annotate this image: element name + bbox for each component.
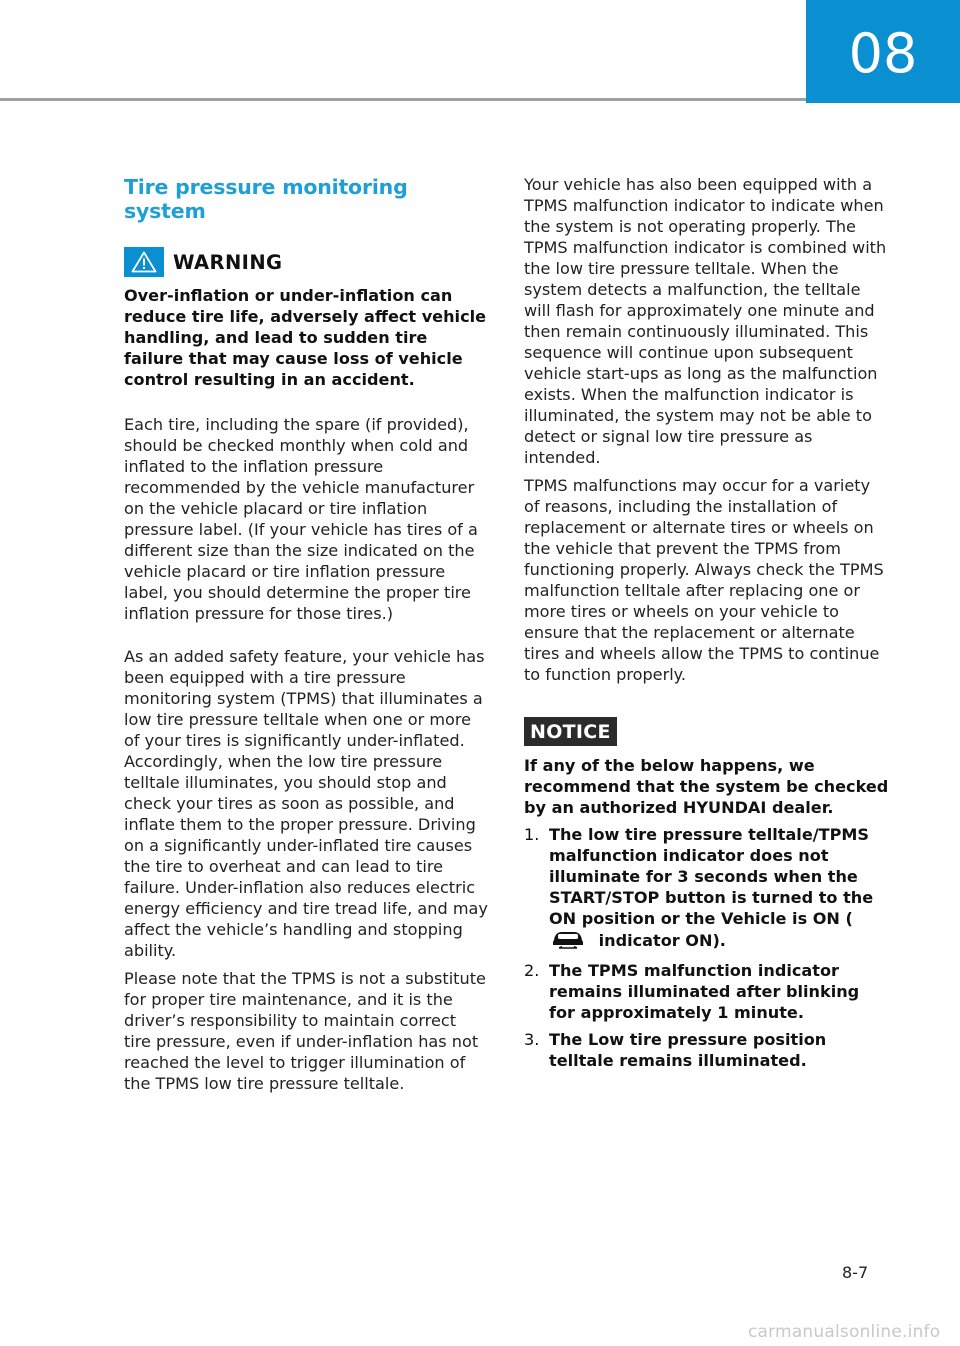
list-item <box>524 824 890 954</box>
notice-intro: If any of the below happens, we recommend that the system be checked by an authorized HYUNDAI dealer. <box>524 756 889 817</box>
paragraph-tpms-feature: As an added safety feature, your vehicle has been equipped with a tire pressure monitoring system (TPMS) that illuminates a low tire pressure telltale when one or more of your tires is significantly under-inflated. Accordingly, when the low tire pressure telltale illuminates, you should stop and check your tires as soon as possible, and inflate them to the proper pressure. Driving on a significantly under-inflated tire causes the tire to overheat and can lead to tire failure. Under-inflation also reduces electric energy efficiency and tire tread life, and may affect the vehicle’s handling and stopping ability. <box>124 647 488 960</box>
paragraph-tpms-note: Please note that the TPMS is not a substitute for proper tire maintenance, and it is the driver’s responsibility to maintain correct tire pressure, even if under-inflation has not reached the level to trigger illumination of the TPMS low tire pressure telltale. <box>124 969 486 1093</box>
list-item-text: The Low tire pressure position telltale remains illuminated. <box>549 1030 827 1070</box>
watermark: carmanualsonline.info <box>748 1322 941 1342</box>
list-item-text: The TPMS malfunction indicator remains illuminated after blinking for approximately 1 minute. <box>549 961 860 1022</box>
list-item-text <box>549 824 890 954</box>
notice-list <box>524 824 890 1071</box>
list-number: 1. <box>524 825 540 844</box>
page-number: 8-7 <box>842 1263 869 1282</box>
warning-title: WARNING <box>173 250 283 274</box>
right-column <box>524 174 890 1077</box>
chapter-tab <box>806 0 960 103</box>
ready-car-icon <box>549 929 587 954</box>
warning-header <box>124 247 488 277</box>
warning-text: Over-inflation or under-inflation can reduce tire life, adversely affect vehicle handling, and lead to sudden tire failure that may cause loss of vehicle control resulting in an accident. <box>124 286 487 389</box>
paragraph-tire-check: Each tire, including the spare (if provided), should be checked monthly when cold and inflated to the inflation pressure recommended by the vehicle manufacturer on the vehicle placard or tire inflation pressure label. (If your vehicle has tires of a different size than the size indicated on the vehicle placard or tire inflation pressure label, you should determine the proper tire inflation pressure for those tires.) <box>124 415 478 623</box>
list-number: 3. <box>524 1030 540 1049</box>
notice-label: NOTICE <box>524 717 617 746</box>
left-column <box>124 170 488 1094</box>
warning-triangle-icon <box>124 247 164 277</box>
list-item-text-before: The low tire pressure telltale/TPMS malfunction indicator does not illuminate for 3 seconds when the START/STOP button is turned to the ON position or the Vehicle is ON ( <box>549 825 874 928</box>
chapter-number: 08 <box>848 21 918 85</box>
paragraph-malfunction-causes: TPMS malfunctions may occur for a variety of reasons, including the installation of replacement or alternate tires or wheels on the vehicle that prevent the TPMS from functioning properly. Always check the TPMS malfunction telltale after replacing one or more tires or wheels on your vehicle to ensure that the replacement or alternate tires and wheels allow the TPMS to continue to function properly. <box>524 476 884 684</box>
list-item <box>524 1029 890 1071</box>
paragraph-malfunction-indicator: Your vehicle has also been equipped with a TPMS malfunction indicator to indicate when the system is not operating properly. The TPMS malfunction indicator is combined with the low tire pressure telltale. When the system detects a malfunction, the telltale will flash for approximately one minute and then remain continuously illuminated. This sequence will continue upon subsequent vehicle start-ups as long as the malfunction exists. When the malfunction indicator is illuminated, the system may not be able to detect or signal low tire pressure as intended. <box>524 175 887 467</box>
section-title: Tire pressure monitoring system <box>124 175 408 223</box>
list-item <box>524 960 890 1023</box>
header-rule <box>0 98 806 101</box>
list-item-text-after: indicator ON). <box>593 931 726 950</box>
list-number: 2. <box>524 961 540 980</box>
